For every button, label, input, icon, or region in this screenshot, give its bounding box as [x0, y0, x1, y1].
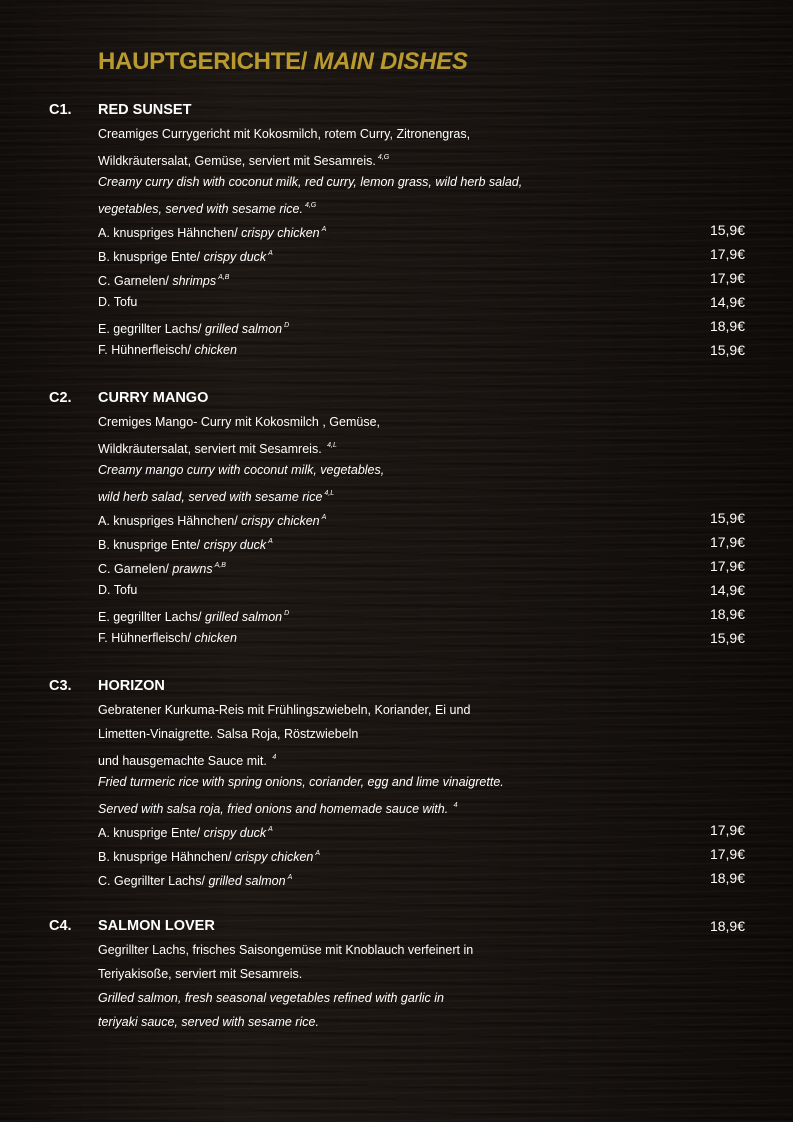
option-label — [98, 842, 320, 869]
description-text-part: Wildkräutersalat, Gemüse, serviert mit Sesamreis. — [98, 154, 376, 168]
option-row — [0, 506, 793, 530]
option-row — [0, 242, 793, 266]
description-text — [98, 722, 358, 746]
option-price: 17,9€ — [709, 246, 745, 262]
description-text-part: Limetten-Vinaigrette. Salsa Roja, Röstzwiebeln — [98, 727, 359, 741]
option-german: F. Hühnerfleisch/ — [98, 631, 195, 645]
option-price: 15,9€ — [709, 342, 745, 358]
option-english: crispy duck — [203, 250, 267, 264]
option-row — [0, 842, 793, 866]
option-label — [98, 866, 292, 893]
description-line-english — [0, 986, 793, 1010]
dish-name: RED SUNSET — [98, 102, 192, 118]
description-text-part: wild herb salad, served with sesame rice — [98, 490, 323, 504]
dish-header — [0, 674, 793, 698]
option-price: 15,9€ — [709, 510, 745, 526]
option-price: 14,9€ — [709, 294, 745, 310]
title-english: MAIN DISHES — [313, 48, 468, 75]
option-german: F. Hühnerfleisch/ — [98, 343, 195, 357]
option-row — [0, 266, 793, 290]
description-text — [98, 458, 384, 482]
dish-header — [0, 914, 793, 938]
option-label — [98, 338, 237, 362]
option-price: 18,9€ — [709, 318, 745, 334]
description-line-english — [0, 194, 793, 218]
allergen-note: A — [321, 514, 327, 521]
description-line-german — [0, 722, 793, 746]
option-english: crispy chicken — [234, 850, 314, 864]
option-label — [98, 290, 137, 314]
option-row — [0, 290, 793, 314]
allergen-note: A — [321, 226, 327, 233]
description-text — [98, 986, 444, 1010]
description-text — [98, 770, 504, 794]
option-german: B. knusprige Ente/ — [98, 538, 204, 552]
option-english: grilled salmon — [205, 322, 283, 336]
option-german: D. Tofu — [98, 583, 138, 597]
allergen-note: A — [315, 850, 321, 857]
description-text — [98, 122, 470, 146]
description-line-english — [0, 458, 793, 482]
option-row — [0, 602, 793, 626]
description-line-english — [0, 482, 793, 506]
option-label — [98, 602, 289, 629]
option-row — [0, 314, 793, 338]
allergen-note: A,B — [218, 274, 230, 281]
page-title — [98, 48, 468, 76]
option-english: grilled salmon — [208, 874, 286, 888]
dish-name: SALMON LOVER — [98, 918, 215, 934]
option-german: C. Garnelen/ — [98, 274, 173, 288]
option-price: 15,9€ — [709, 222, 745, 238]
allergen-note: A — [287, 874, 293, 881]
option-english: crispy duck — [203, 538, 267, 552]
description-text-part: Gebratener Kurkuma-Reis mit Frühlingszwiebeln, Koriander, Ei und — [98, 703, 471, 717]
option-english: crispy chicken — [241, 226, 320, 240]
allergen-note: A — [268, 250, 273, 257]
option-price: 18,9€ — [709, 870, 745, 886]
dish-code: C3. — [49, 678, 72, 694]
option-english: crispy chicken — [241, 514, 320, 528]
description-text — [98, 170, 522, 194]
option-german: A. knuspriges Hähnchen/ — [98, 226, 242, 240]
option-row — [0, 626, 793, 650]
description-line-english — [0, 794, 793, 818]
description-line-german — [0, 746, 793, 770]
option-price: 17,9€ — [709, 558, 745, 574]
option-row — [0, 338, 793, 362]
option-row — [0, 530, 793, 554]
option-german: B. knusprige Ente/ — [98, 250, 204, 264]
option-price: 17,9€ — [709, 534, 745, 550]
option-english: prawns — [172, 562, 213, 576]
dish-code: C4. — [49, 918, 72, 934]
option-price: 18,9€ — [709, 606, 745, 622]
option-english: crispy duck — [203, 826, 267, 840]
description-text-part: Creamiges Currygericht mit Kokosmilch, rotem Curry, Zitronengras, — [98, 127, 471, 141]
option-row — [0, 578, 793, 602]
option-german: A. knuspriges Hähnchen/ — [98, 514, 242, 528]
description-line-german — [0, 962, 793, 986]
allergen-note: 4 — [272, 754, 277, 761]
description-text — [98, 1010, 319, 1034]
menu-section — [0, 674, 793, 890]
option-label — [98, 554, 226, 581]
option-price: 15,9€ — [709, 630, 745, 646]
dish-name: HORIZON — [98, 678, 165, 694]
option-english: chicken — [194, 343, 237, 357]
dish-name: CURRY MANGO — [98, 390, 209, 406]
description-text-part: Served with salsa roja, fried onions and homemade sauce with. — [98, 802, 452, 816]
menu-section — [0, 914, 793, 1034]
allergen-note: A — [268, 538, 273, 545]
option-english: grilled salmon — [205, 610, 283, 624]
option-label — [98, 218, 326, 245]
description-text-part: Grilled salmon, fresh seasonal vegetables refined with garlic in — [98, 991, 445, 1005]
option-german: A. knusprige Ente/ — [98, 826, 204, 840]
option-german: E. gegrillter Lachs/ — [98, 322, 205, 336]
allergen-note: 4 — [453, 802, 458, 809]
dish-header — [0, 386, 793, 410]
description-line-german — [0, 434, 793, 458]
description-text — [98, 962, 302, 986]
allergen-note: D — [284, 610, 290, 617]
description-line-german — [0, 938, 793, 962]
option-label — [98, 506, 326, 533]
description-text — [98, 794, 458, 821]
menu-section — [0, 98, 793, 362]
description-text — [98, 410, 380, 434]
description-text — [98, 146, 389, 173]
description-text — [98, 746, 276, 773]
dish-code: C1. — [49, 102, 72, 118]
description-text-part: vegetables, served with sesame rice. — [98, 202, 303, 216]
option-label — [98, 530, 273, 557]
option-row — [0, 554, 793, 578]
option-label — [98, 314, 289, 341]
description-line-german — [0, 410, 793, 434]
description-text-part: Creamy curry dish with coconut milk, red curry, lemon grass, wild herb salad, — [98, 175, 523, 189]
option-price: 17,9€ — [709, 270, 745, 286]
allergen-note: 4,L — [324, 490, 335, 497]
dish-header — [0, 98, 793, 122]
option-german: D. Tofu — [98, 295, 138, 309]
description-text — [98, 482, 334, 509]
option-row — [0, 866, 793, 890]
option-row — [0, 818, 793, 842]
description-text-part: Creamy mango curry with coconut milk, vegetables, — [98, 463, 385, 477]
option-german: B. knusprige Hähnchen/ — [98, 850, 235, 864]
description-text-part: Cremiges Mango- Curry mit Kokosmilch , Gemüse, — [98, 415, 381, 429]
description-text — [98, 938, 473, 962]
description-line-english — [0, 170, 793, 194]
allergen-note: D — [284, 322, 290, 329]
description-text-part: Gegrillter Lachs, frisches Saisongemüse mit Knoblauch verfeinert in — [98, 943, 474, 957]
title-german: HAUPTGERICHTE/ — [98, 48, 308, 75]
description-line-german — [0, 122, 793, 146]
option-price: 17,9€ — [709, 846, 745, 862]
option-row — [0, 218, 793, 242]
allergen-note: A — [268, 826, 273, 833]
option-label — [98, 818, 273, 845]
option-english: chicken — [194, 631, 237, 645]
description-text-part: Wildkräutersalat, serviert mit Sesamreis. — [98, 442, 326, 456]
option-german: C. Gegrillter Lachs/ — [98, 874, 209, 888]
menu-section — [0, 386, 793, 650]
description-text-part: Fried turmeric rice with spring onions, coriander, egg and lime vinaigrette. — [98, 775, 504, 789]
description-line-german — [0, 698, 793, 722]
option-label — [98, 626, 237, 650]
description-line-german — [0, 146, 793, 170]
description-line-english — [0, 1010, 793, 1034]
allergen-note: A,B — [214, 562, 226, 569]
description-line-english — [0, 770, 793, 794]
allergen-note: 4,G — [304, 202, 317, 209]
description-text — [98, 194, 316, 221]
option-german: E. gegrillter Lachs/ — [98, 610, 205, 624]
description-text-part: teriyaki sauce, served with sesame rice. — [98, 1015, 319, 1029]
description-text — [98, 698, 470, 722]
allergen-note: 4,L — [327, 442, 337, 449]
option-label — [98, 242, 273, 269]
dish-price: 18,9€ — [709, 918, 745, 934]
dish-code: C2. — [49, 390, 72, 406]
option-german: C. Garnelen/ — [98, 562, 173, 576]
option-price: 14,9€ — [709, 582, 745, 598]
option-label — [98, 578, 137, 602]
option-label — [98, 266, 229, 293]
option-price: 17,9€ — [709, 822, 745, 838]
description-text-part: Teriyakisoße, serviert mit Sesamreis. — [98, 967, 303, 981]
option-english: shrimps — [172, 274, 217, 288]
description-text-part: und hausgemachte Sauce mit. — [98, 754, 271, 768]
description-text — [98, 434, 337, 461]
allergen-note: 4,G — [377, 154, 390, 161]
